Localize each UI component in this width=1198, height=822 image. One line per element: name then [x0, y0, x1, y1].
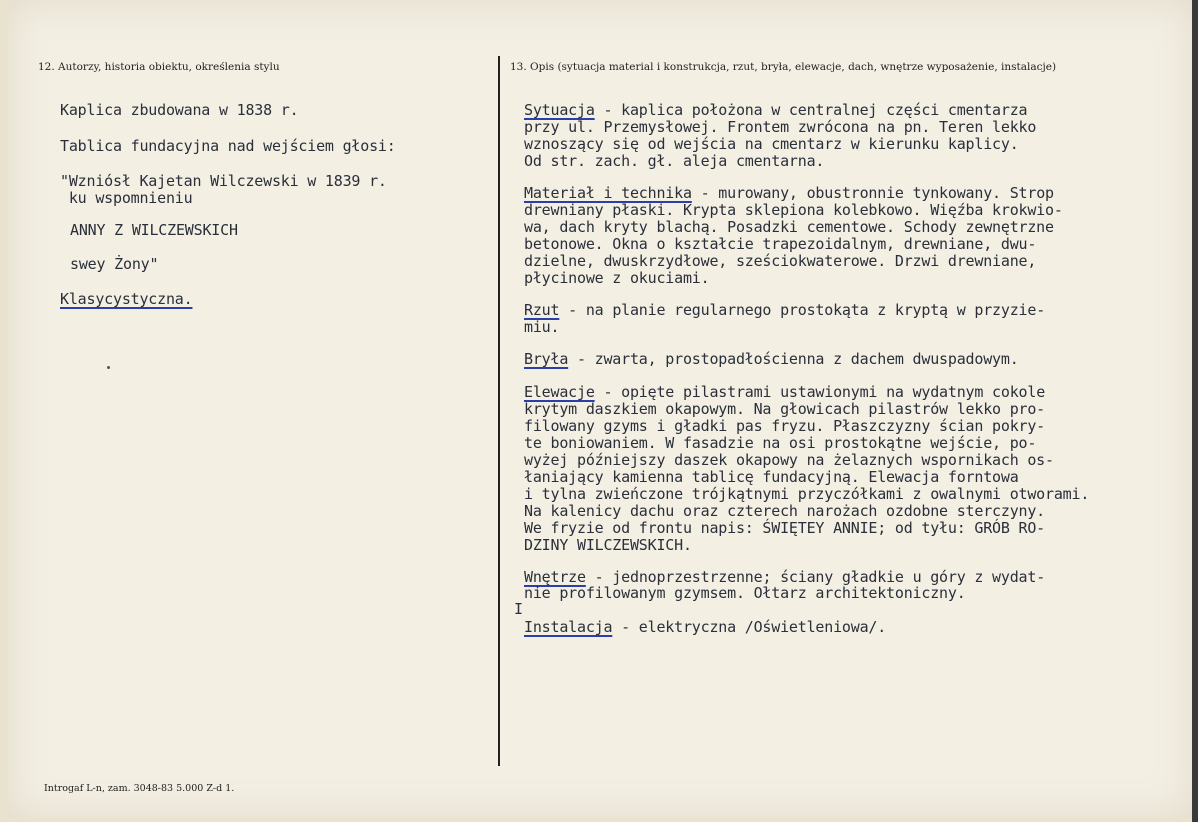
style-classification: Klasycystyczna.	[60, 290, 193, 308]
left-line-6: swey Żony"	[70, 255, 159, 273]
label-wnetrze: Wnętrze	[524, 568, 586, 586]
text-material-first: - murowany, obustronnie tynkowany. Strop	[691, 184, 1054, 202]
label-instalacja: Instalacja	[524, 618, 613, 636]
text-elewacje-10: DZINY WILCZEWSKICH.	[524, 536, 692, 554]
text-elewacje-2: krytym daszkiem okapowym. Na głowicach pilastrów lekko pro-	[524, 400, 1046, 418]
label-bryla: Bryła	[524, 350, 569, 368]
scan-edge	[1192, 0, 1198, 822]
printer-imprint: Introgaf L-n, zam. 3048-83 5.000 Z-d 1.	[44, 783, 235, 794]
text-material-3: wa, dach kryty blachą. Posadzki cementowe. Schody zewnętrzne	[524, 218, 1054, 236]
text-rzut-2: miu.	[524, 318, 560, 336]
right-column-header: 13. Opis (sytuacja material i konstrukcja, rzut, bryła, elewacje, dach, wnętrze wyposażenie, instalacje)	[510, 61, 1057, 73]
section-material	[524, 185, 1054, 202]
text-elewacje-5: wyżej późniejszy daszek okapowy na żelaznych wspornikach os-	[524, 451, 1054, 469]
left-line-5: ANNY Z WILCZEWSKICH	[70, 221, 238, 239]
left-line-1: Kaplica zbudowana w 1838 r.	[60, 101, 299, 119]
text-material-5: dzielne, dwuskrzydłowe, sześciokwaterowe. Drzwi drewniane,	[524, 252, 1037, 270]
text-sytuacja-2: przy ul. Przemysłowej. Frontem zwrócona na pn. Teren lekko	[524, 118, 1037, 136]
text-elewacje-4: te boniowaniem. W fasadzie na osi prostokątne wejście, po-	[524, 434, 1037, 452]
text-wnetrze-2: nie profilowanym gzymsem. Ołtarz architektoniczny.	[524, 584, 966, 602]
text-bryla-first: - zwarta, prostopadłościenna z dachem dwuspadowym.	[568, 350, 1019, 368]
left-column-header: 12. Autorzy, historia obiektu, określenia stylu	[38, 61, 280, 73]
section-elewacje	[524, 384, 1045, 401]
left-line-4: ku wspomnieniu	[60, 189, 193, 207]
text-elewacje-first: - opięte pilastrami ustawionymi na wydatnym cokole	[594, 383, 1046, 401]
label-material: Materiał i technika	[524, 184, 692, 202]
section-rzut	[524, 302, 1045, 319]
stray-mark: I	[514, 600, 523, 618]
label-elewacje: Elewacje	[524, 383, 595, 401]
text-sytuacja-3: wznoszący się od wejścia na cmentarz w kierunku kaplicy.	[524, 135, 1019, 153]
text-elewacje-7: i tylna zwieńczone trójkątnymi przyczółkami z owalnymi otworami.	[524, 485, 1090, 503]
label-sytuacja: Sytuacja	[524, 101, 595, 119]
ink-speck	[107, 366, 110, 369]
text-elewacje-8: Na kalenicy dachu oraz czterech narożach ozdobne sterczyny.	[524, 502, 1046, 520]
text-instalacja-first: - elektryczna /Oświetleniowa/.	[612, 618, 887, 636]
text-sytuacja-first: - kaplica położona w centralnej części cmentarza	[594, 101, 1028, 119]
text-material-2: drewniany płaski. Krypta sklepiona kolebkowo. Więźba krokwio-	[524, 201, 1063, 219]
text-wnetrze-first: - jednoprzestrzenne; ściany gładkie u góry z wydat-	[585, 568, 1046, 586]
section-instalacja	[524, 619, 886, 636]
section-bryla	[524, 351, 1019, 368]
text-material-6: płycinowe z okuciami.	[524, 269, 710, 287]
left-line-3: "Wzniósł Kajetan Wilczewski w 1839 r.	[60, 172, 387, 190]
column-divider	[498, 56, 500, 766]
text-elewacje-3: filowany gzyms i gładki pas fryzu. Płaszczyzny ścian pokry-	[524, 417, 1046, 435]
text-material-4: betonowe. Okna o kształcie trapezoidalnym, drewniane, dwu-	[524, 235, 1037, 253]
label-rzut: Rzut	[524, 301, 560, 319]
text-rzut-first: - na planie regularnego prostokąta z kryptą w przyzie-	[559, 301, 1046, 319]
section-sytuacja	[524, 102, 1027, 119]
left-line-2: Tablica fundacyjna nad wejściem głosi:	[60, 137, 396, 155]
text-sytuacja-4: Od str. zach. gł. aleja cmentarna.	[524, 152, 825, 170]
text-elewacje-9: We fryzie od frontu napis: ŚWIĘTEY ANNIE; od tyłu: GRÓB RO-	[524, 519, 1046, 537]
text-elewacje-6: łaniający kamienna tablicę fundacyjną. Elewacja forntowa	[524, 468, 1019, 486]
